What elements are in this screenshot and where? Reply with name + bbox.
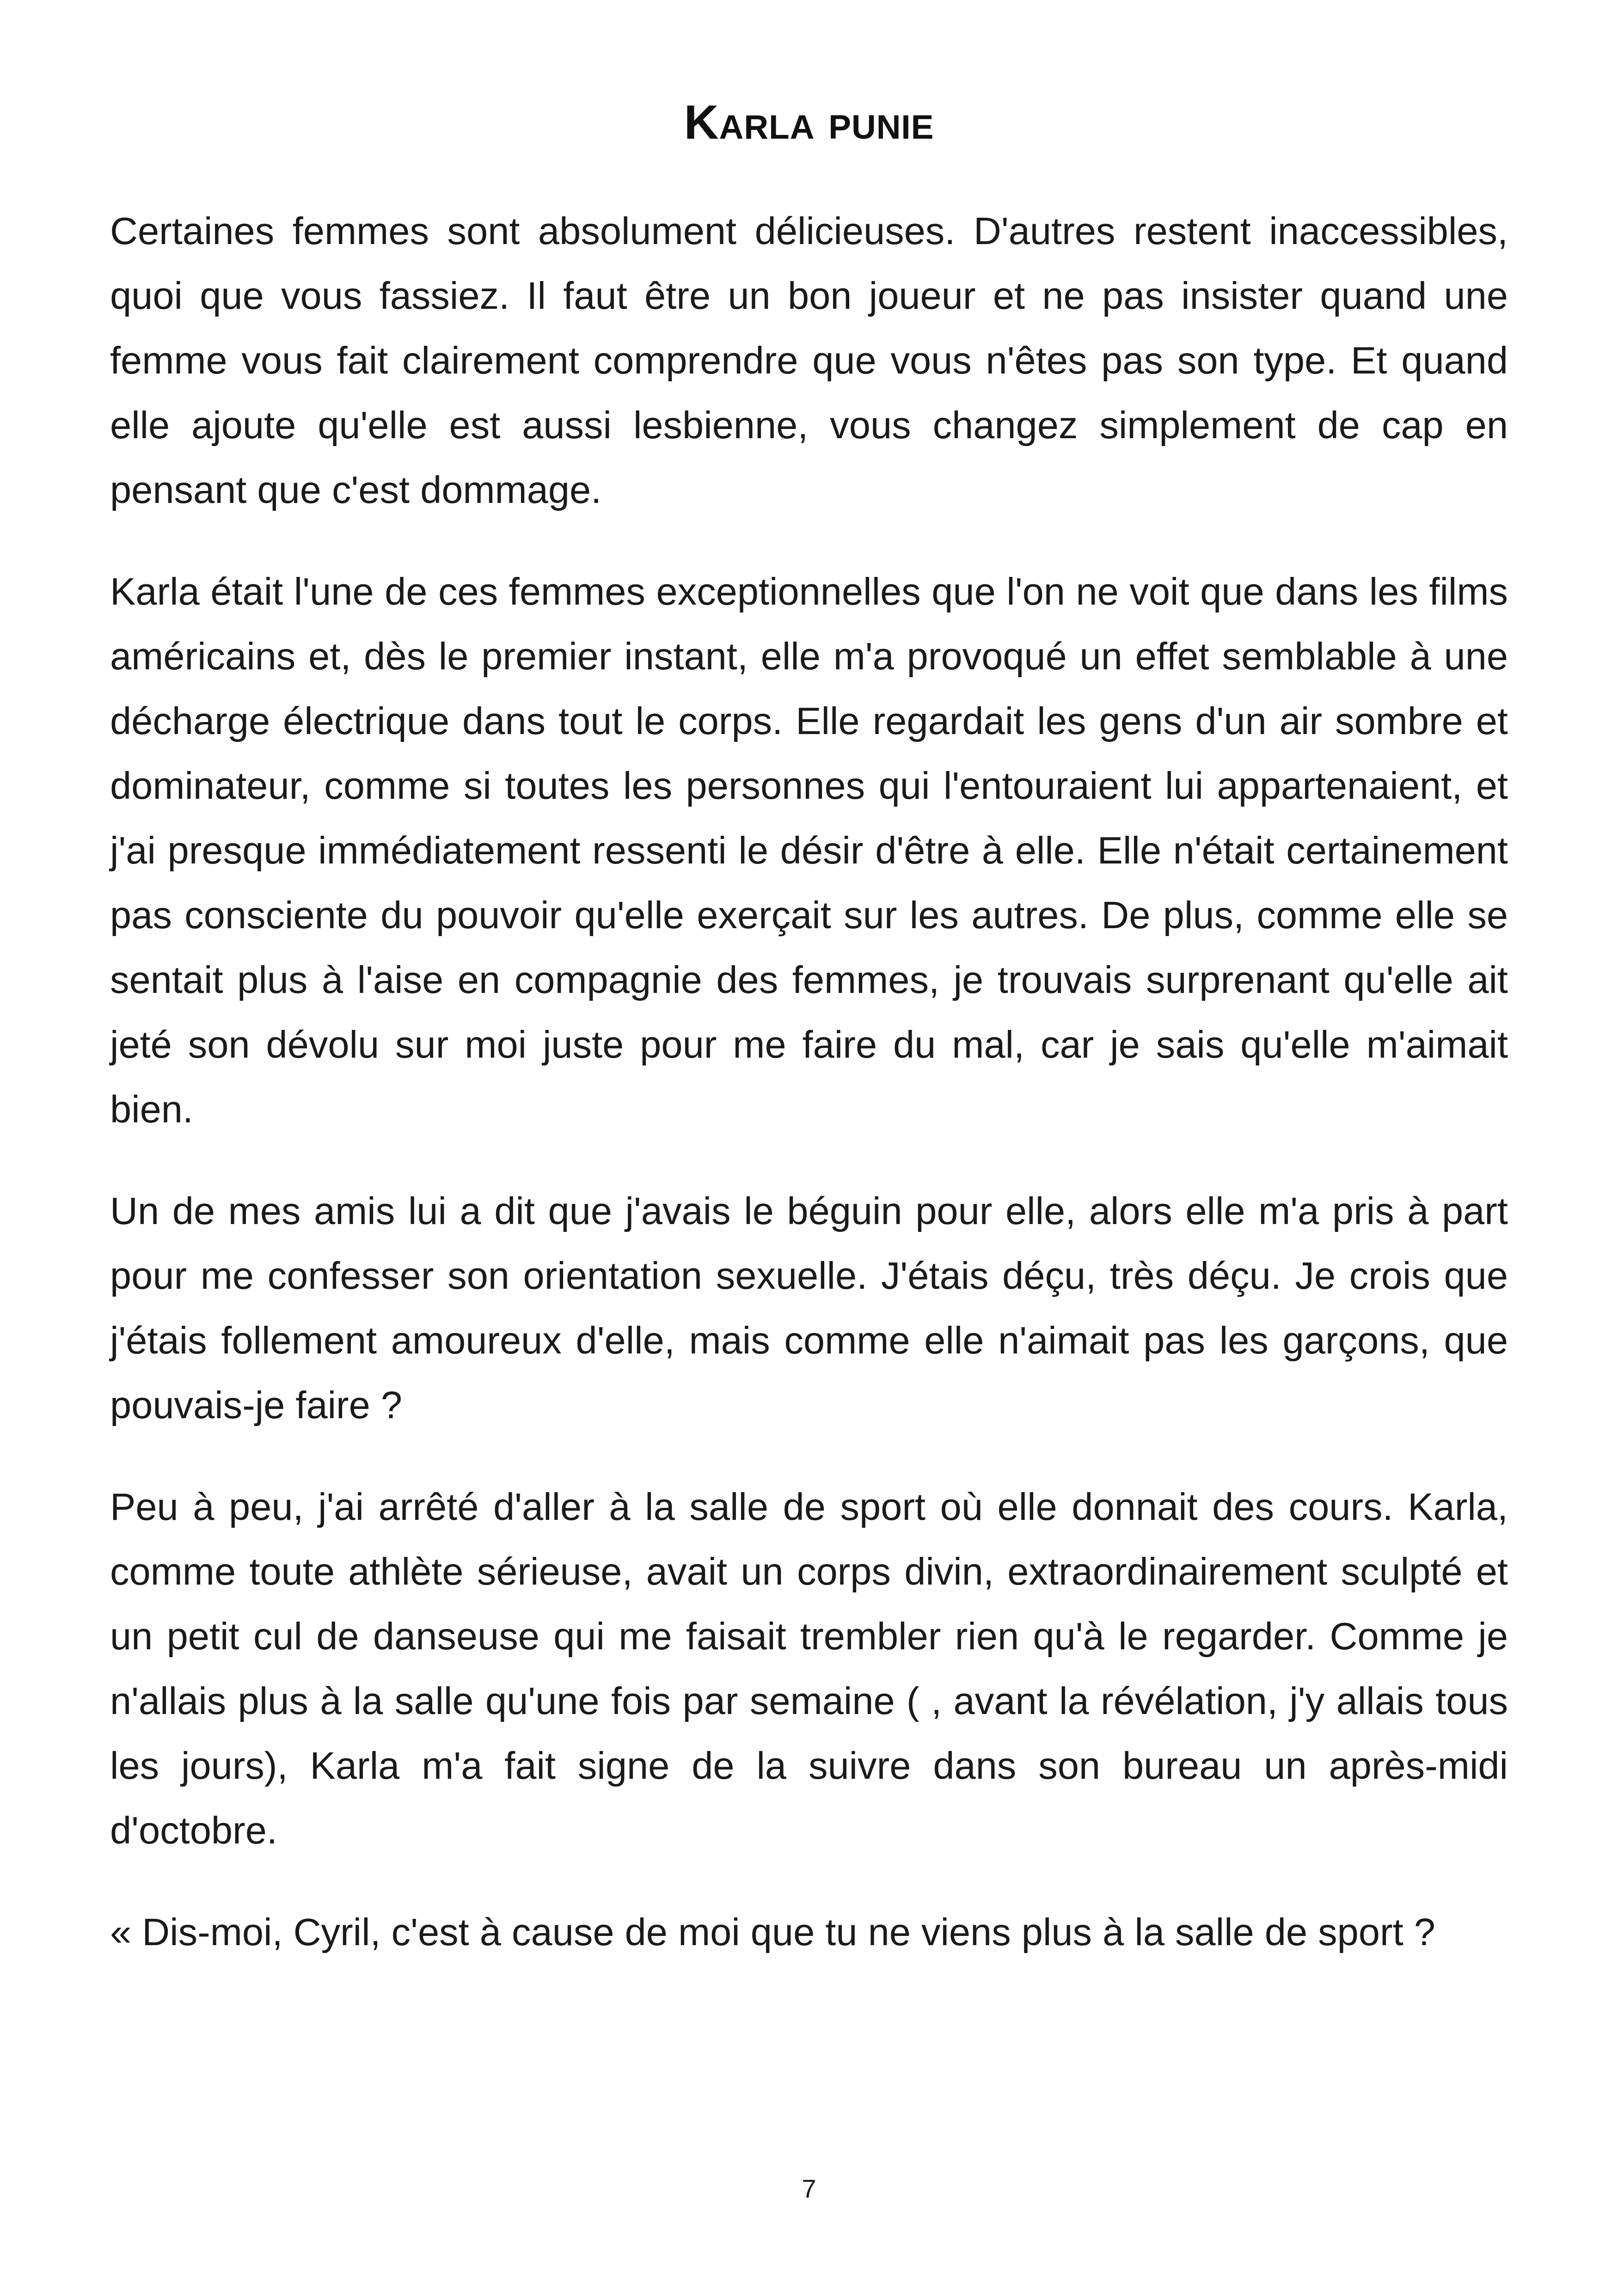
body-text: [110, 199, 1508, 2002]
paragraph-1: Certaines femmes sont absolument délicieuses. D'autres restent inaccessibles, quoi que vous fassiez. Il faut être un bon joueur et ne pas insister quand une femme vous fait clairement comprendre que vous n'êtes pas son type. Et quand elle ajoute qu'elle est aussi lesbienne, vous changez simplement de cap en pensant que c'est dommage.: [110, 209, 1508, 511]
paragraph-3: Un de mes amis lui a dit que j'avais le béguin pour elle, alors elle m'a pris à part pour me confesser son orientation sexuelle. J'étais déçu, très déçu. Je crois que j'étais follement amoureux d'elle, mais comme elle n'aimait pas les garçons, que pouvais-je faire ?: [110, 1189, 1508, 1427]
paragraph-2: Karla était l'une de ces femmes exceptionnelles que l'on ne voit que dans les films américains et, dès le premier instant, elle m'a provoqué un effet semblable à une décharge électrique dans tout le corps. Elle regardait les gens d'un air sombre et dominateur, comme si toutes les personnes qui l'entouraient lui appartenaient, et j'ai presque immédiatement ressenti le désir d'être à elle. Elle n'était certainement pas consciente du pouvoir qu'elle exerçait sur les autres. De plus, comme elle se sentait plus à l'aise en compagnie des femmes, je trouvais surprenant qu'elle ait jeté son dévolu sur moi juste pour me faire du mal, car je sais qu'elle m'aimait bien.: [110, 570, 1508, 1131]
page-number: 7: [802, 2174, 816, 2203]
paragraph-5: « Dis-moi, Cyril, c'est à cause de moi que tu ne viens plus à la salle de sport ?: [110, 1910, 1435, 1953]
chapter-title: Karla punie: [684, 96, 934, 149]
paragraph-4: Peu à peu, j'ai arrêté d'aller à la salle de sport où elle donnait des cours. Karla, comme toute athlète sérieuse, avait un corps divin, extraordinairement sculpté et un petit cul de danseuse qui me faisait trembler rien qu'à le regarder. Comme je n'allais plus à la salle qu'une fois par semaine ( , avant la révélation, j'y allais tous les jours), Karla m'a fait signe de la suivre dans son bureau un après-midi d'octobre.: [110, 1485, 1508, 1852]
